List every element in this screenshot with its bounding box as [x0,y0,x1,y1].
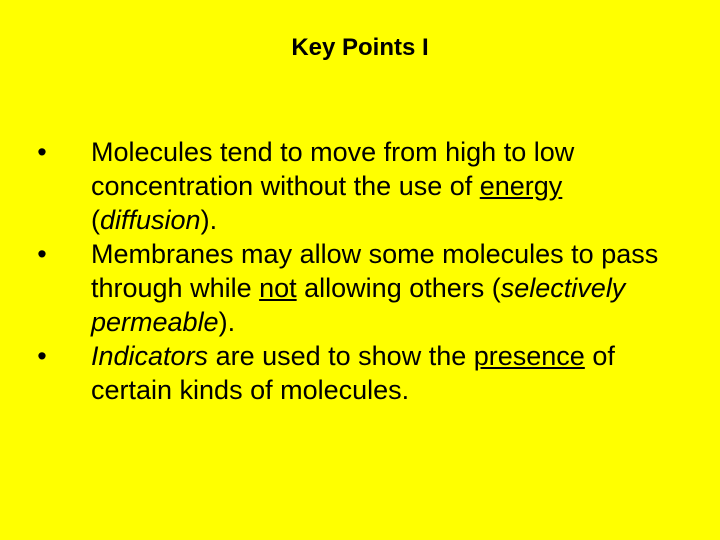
text-segment: Molecules tend to move from high to low concentration without the use of [91,137,575,201]
bullet-list [0,135,720,407]
bullet-text [91,135,691,237]
bullet-item [0,237,720,339]
slide-title: Key Points I [291,34,429,61]
underlined-term: not [259,273,297,303]
text-segment: ( [91,205,100,235]
bullet-text [91,339,691,407]
text-segment: are used to show the [208,341,474,371]
italic-term: Indicators [91,341,209,371]
text-segment: of certain kinds of molecules. [91,341,615,405]
text-segment: ). [200,205,218,235]
text-segment: allowing others ( [296,273,501,303]
bullet-icon: • [37,137,47,167]
bullet-item [0,135,720,237]
italic-term: selectively permeable [91,273,626,337]
text-segment: Membranes may allow some molecules to pass through while [91,239,659,303]
bullet-icon: • [37,341,47,371]
text-segment: ). [218,307,236,337]
bullet-icon: • [37,239,47,269]
italic-term: diffusion [100,205,201,235]
bullet-item [0,339,720,407]
bullet-text [91,237,691,339]
underlined-term: energy [479,171,563,201]
underlined-term: presence [473,341,585,371]
